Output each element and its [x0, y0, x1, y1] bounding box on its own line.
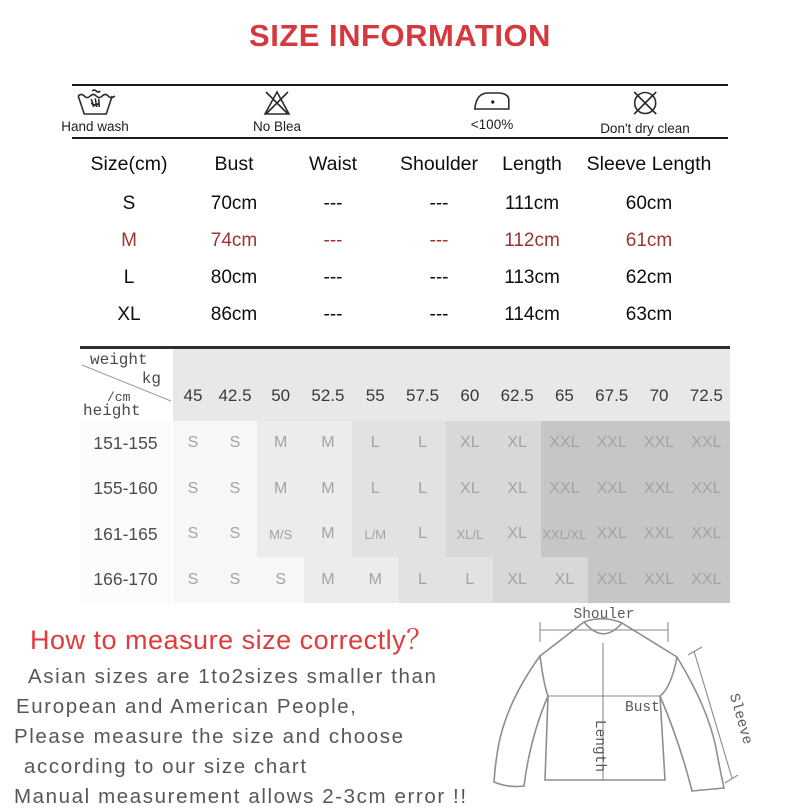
size-table-header: Waist [308, 152, 358, 175]
weight-column-header: 42.5 [213, 349, 257, 421]
size-value: --- [323, 229, 343, 251]
size-value: --- [429, 192, 449, 214]
matrix-size-cell: S [173, 421, 213, 467]
weight-column-header: 72.5 [683, 349, 730, 421]
matrix-size-cell: XXL [588, 466, 635, 512]
matrix-size-cell: XXL [683, 512, 730, 558]
no-dry-clean-icon [630, 88, 660, 118]
weight-column-header: 52.5 [304, 349, 351, 421]
matrix-size-cell: XXL [635, 466, 682, 512]
size-value: --- [429, 303, 449, 325]
matrix-size-cell: XXL [541, 421, 588, 467]
matrix-size-cell: L [399, 421, 446, 467]
weight-column-header: 65 [541, 349, 588, 421]
matrix-size-cell: XL [541, 557, 588, 603]
weight-column-header: 70 [635, 349, 682, 421]
weight-column-header: 60 [446, 349, 493, 421]
matrix-size-cell: XXL [635, 557, 682, 603]
measure-line: Manual measurement allows 2-3cm error !! [14, 785, 468, 808]
size-table-header: Shoulder [399, 152, 479, 175]
care-item-iron [471, 88, 513, 132]
corner-weight-label: weight [90, 350, 148, 369]
matrix-size-cell: M [352, 557, 399, 603]
height-row-label: 155-160 [80, 466, 173, 512]
matrix-size-cell: XXL [635, 421, 682, 467]
size-table-header: Sleeve Length [586, 152, 712, 175]
weight-column-header: 45 [173, 349, 213, 421]
matrix-size-cell: XL [446, 466, 493, 512]
matrix-size-cell: L [352, 466, 399, 512]
care-label: <100% [470, 117, 514, 132]
size-row-label: M [121, 229, 137, 251]
matrix-size-cell: S [213, 421, 257, 467]
size-value: 61cm [625, 229, 673, 251]
matrix-size-cell: XXL [588, 512, 635, 558]
size-table [68, 148, 724, 333]
matrix-size-cell: XXL [683, 421, 730, 467]
matrix-size-cell: L [399, 512, 446, 558]
size-matrix [80, 346, 730, 603]
weight-column-header: 62.5 [493, 349, 540, 421]
matrix-size-cell: L [446, 557, 493, 603]
sweater-outline [494, 619, 724, 791]
size-value: 70cm [210, 192, 258, 214]
matrix-size-cell: XL [493, 557, 540, 603]
matrix-size-cell: XXL [588, 557, 635, 603]
matrix-size-cell: S [213, 557, 257, 603]
size-value: 86cm [210, 303, 258, 325]
no-bleach-icon [262, 88, 292, 116]
length-label: Length [591, 719, 607, 773]
matrix-size-cell: XXL/XL [541, 512, 588, 558]
size-value: --- [323, 303, 343, 325]
measure-line: Please measure the size and choose [14, 725, 405, 748]
matrix-size-cell: S [213, 466, 257, 512]
matrix-size-cell: XXL [635, 512, 682, 558]
sweater-measure-diagram [478, 598, 796, 800]
measure-line: Asian sizes are 1to2sizes smaller than [28, 665, 438, 688]
care-item-hand-wash [61, 88, 129, 134]
size-value: 74cm [210, 229, 258, 251]
matrix-size-cell: S [173, 466, 213, 512]
matrix-size-cell: XXL [588, 421, 635, 467]
size-table-header: Bust [214, 152, 254, 175]
matrix-corner-cell [80, 349, 173, 421]
size-row-label: XL [117, 303, 141, 325]
matrix-size-cell: XXL [683, 466, 730, 512]
measure-line: European and American People, [16, 695, 358, 718]
matrix-size-cell: M [304, 466, 351, 512]
measure-heading: How to measure size correctly？ [30, 625, 434, 655]
matrix-size-cell: M [304, 512, 351, 558]
matrix-size-cell: M/S [257, 512, 304, 558]
weight-column-header: 57.5 [399, 349, 446, 421]
size-value: 62cm [625, 266, 673, 288]
size-value: 60cm [625, 192, 673, 214]
matrix-size-cell: XXL [683, 557, 730, 603]
size-value: 63cm [625, 303, 673, 325]
matrix-grid [80, 349, 730, 603]
weight-column-header: 55 [352, 349, 399, 421]
care-item-no-dry-clean [600, 88, 690, 136]
care-label: No Blea [252, 119, 302, 134]
height-row-label: 151-155 [80, 421, 173, 467]
size-value: --- [323, 266, 343, 288]
height-row-label: 166-170 [80, 557, 173, 603]
size-table-header: Size(cm) [90, 152, 168, 175]
matrix-size-cell: XL [493, 421, 540, 467]
size-value: --- [429, 266, 449, 288]
size-value: 112cm [504, 229, 560, 251]
matrix-size-cell: XL [446, 421, 493, 467]
matrix-size-cell: L [352, 421, 399, 467]
divider-bottom [72, 137, 728, 139]
measure-section [14, 618, 489, 812]
size-value: 113cm [504, 266, 560, 288]
size-value: 111cm [504, 192, 560, 214]
bust-label: Bust [625, 700, 660, 716]
size-table-header: Length [502, 152, 562, 175]
matrix-size-cell: S [173, 512, 213, 558]
divider-top [72, 84, 728, 86]
size-value: 80cm [210, 266, 258, 288]
care-label: Hand wash [61, 119, 129, 134]
matrix-size-cell: L/M [352, 512, 399, 558]
matrix-size-cell: L [399, 557, 446, 603]
size-row-label: S [122, 192, 136, 214]
care-label: Don't dry clean [600, 121, 690, 136]
hand-wash-icon [75, 88, 115, 116]
measure-line: according to our size chart [24, 755, 308, 778]
matrix-size-cell: S [213, 512, 257, 558]
matrix-size-cell: M [304, 557, 351, 603]
matrix-size-cell: XL [493, 512, 540, 558]
care-item-no-bleach [253, 88, 301, 134]
matrix-size-cell: S [257, 557, 304, 603]
weight-column-header: 67.5 [588, 349, 635, 421]
sleeve-label: Sleeve [724, 691, 755, 747]
matrix-size-cell: M [304, 421, 351, 467]
matrix-size-cell: S [173, 557, 213, 603]
shoulder-label: Shouler [573, 607, 635, 623]
height-row-label: 161-165 [80, 512, 173, 558]
size-value: 114cm [504, 303, 560, 325]
weight-column-header: 50 [257, 349, 304, 421]
matrix-size-cell: XL/L [446, 512, 493, 558]
iron-low-icon [473, 88, 511, 114]
matrix-size-cell: XL [493, 466, 540, 512]
matrix-size-cell: M [257, 466, 304, 512]
size-value: --- [429, 229, 449, 251]
matrix-size-cell: L [399, 466, 446, 512]
corner-height-label: height [83, 401, 141, 420]
corner-cm-label: /cm [107, 389, 131, 405]
size-value: --- [323, 192, 343, 214]
size-row-label: L [123, 266, 135, 288]
corner-kg-label: kg [141, 369, 161, 388]
matrix-size-cell: XXL [541, 466, 588, 512]
matrix-size-cell: M [257, 421, 304, 467]
page-title: SIZE INFORMATION [249, 18, 551, 53]
